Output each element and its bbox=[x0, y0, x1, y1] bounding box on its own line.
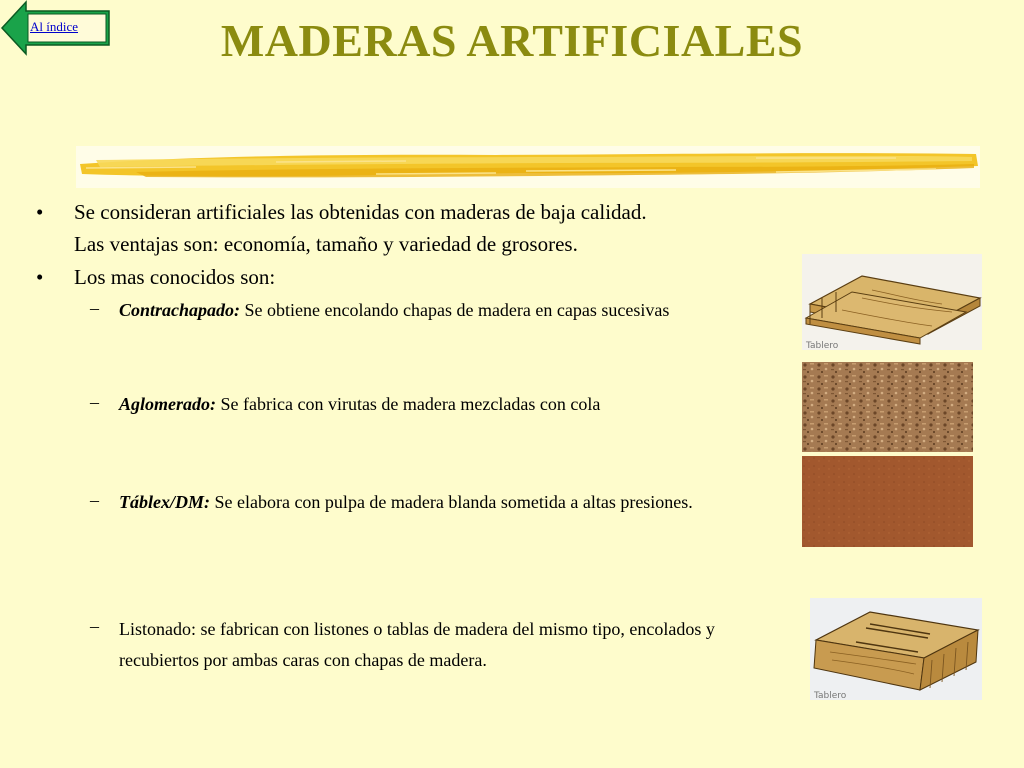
item-aglomerado bbox=[119, 390, 779, 418]
bullet-marker: • bbox=[36, 200, 44, 224]
sub-bullet-dash: – bbox=[90, 490, 99, 510]
blockboard-image bbox=[810, 598, 982, 700]
item-term: Aglomerado: bbox=[119, 394, 216, 414]
svg-text:Tablero: Tablero bbox=[806, 341, 839, 350]
item-term: Táblex/DM: bbox=[119, 492, 210, 512]
item-desc: Se obtiene encolando chapas de madera en capas sucesivas bbox=[240, 300, 670, 320]
bullet-text-2: Los mas conocidos son: bbox=[74, 265, 276, 289]
back-to-index-link[interactable]: Al índice bbox=[30, 19, 79, 34]
sub-bullet-dash: – bbox=[90, 392, 99, 412]
svg-text:Tablero: Tablero bbox=[814, 691, 847, 700]
bullet-1-line-1: Se consideran artificiales las obtenidas con maderas de baja calidad. bbox=[74, 200, 647, 224]
plywood-image bbox=[802, 254, 982, 350]
hardboard-image bbox=[802, 456, 973, 547]
item-desc: Se elabora con pulpa de madera blanda sometida a altas presiones. bbox=[209, 492, 693, 512]
item-term: Contrachapado: bbox=[119, 300, 241, 320]
item-tablex bbox=[119, 488, 779, 516]
bullet-text-1 bbox=[74, 196, 794, 260]
brush-stroke-divider bbox=[76, 146, 980, 188]
item-desc: Se fabrica con virutas de madera mezcladas con cola bbox=[216, 394, 601, 414]
sub-bullet-dash: – bbox=[90, 298, 99, 318]
item-listonado: Listonado: se fabrican con listones o tablas de madera del mismo tipo, encolados y recubiertos por ambas caras con chapas de madera. bbox=[119, 619, 715, 670]
sub-bullet-dash: – bbox=[90, 616, 99, 636]
item-contrachapado bbox=[119, 296, 779, 324]
particle-board-image bbox=[802, 362, 973, 452]
page-title: MADERAS ARTIFICIALES bbox=[220, 15, 804, 66]
bullet-1-line-2: Las ventajas son: economía, tamaño y variedad de grosores. bbox=[74, 232, 578, 256]
bullet-marker: • bbox=[36, 265, 44, 289]
